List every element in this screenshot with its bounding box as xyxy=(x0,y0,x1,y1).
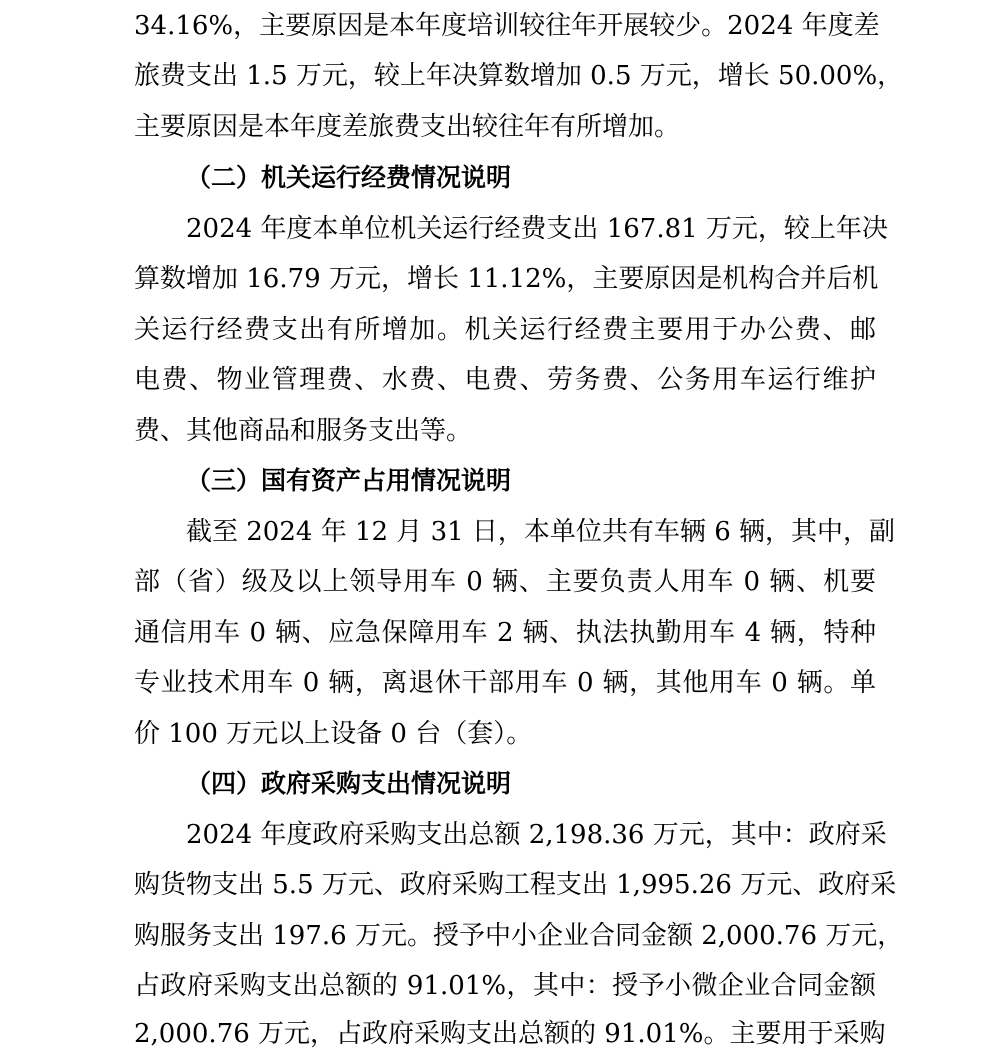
paragraph-line: 2024 年度本单位机关运行经费支出 167.81 万元，较上年决 xyxy=(186,214,888,244)
paragraph-line: 2,000.76 万元，占政府采购支出总额的 91.01%。主要用于采购 xyxy=(134,1019,886,1049)
section-heading: （三）国有资产占用情况说明 xyxy=(186,466,512,495)
section-heading: （二）机关运行经费情况说明 xyxy=(186,163,512,192)
section-heading: （四）政府采购支出情况说明 xyxy=(186,769,512,798)
paragraph-line: 通信用车 0 辆、应急保障用车 2 辆、执法执勤用车 4 辆，特种 xyxy=(134,618,876,648)
paragraph-line: 占政府采购支出总额的 91.01%，其中：授予小微企业合同金额 xyxy=(134,971,876,1001)
paragraph-line: 购服务支出 197.6 万元。授予中小企业合同金额 2,000.76 万元， xyxy=(134,921,904,951)
paragraph-line: 算数增加 16.79 万元，增长 11.12%，主要原因是机构合并后机 xyxy=(134,264,879,294)
paragraph-line: 电费、物业管理费、水费、电费、劳务费、公务用车运行维护 xyxy=(134,365,876,395)
paragraph-line: 关运行经费支出有所增加。机关运行经费主要用于办公费、邮 xyxy=(134,315,876,345)
paragraph-line: 专业技术用车 0 辆，离退休干部用车 0 辆，其他用车 0 辆。单 xyxy=(134,668,876,698)
paragraph-line: 费、其他商品和服务支出等。 xyxy=(134,416,473,446)
paragraph-line: 34.16%，主要原因是本年度培训较往年开展较少。2024 年度差 xyxy=(134,11,880,41)
paragraph-line: 2024 年度政府采购支出总额 2,198.36 万元，其中：政府采 xyxy=(186,820,887,850)
paragraph-line: 旅费支出 1.5 万元，较上年决算数增加 0.5 万元，增长 50.00%， xyxy=(134,61,904,91)
paragraph-line: 价 100 万元以上设备 0 台（套）。 xyxy=(134,719,533,749)
paragraph-line: 部（省）级及以上领导用车 0 辆、主要负责人用车 0 辆、机要 xyxy=(134,567,876,597)
paragraph-line: 购货物支出 5.5 万元、政府采购工程支出 1,995.26 万元、政府采 xyxy=(134,870,897,900)
paragraph-line: 主要原因是本年度差旅费支出较往年有所增加。 xyxy=(134,112,681,142)
paragraph-line: 截至 2024 年 12 月 31 日，本单位共有车辆 6 辆，其中，副 xyxy=(186,517,895,547)
